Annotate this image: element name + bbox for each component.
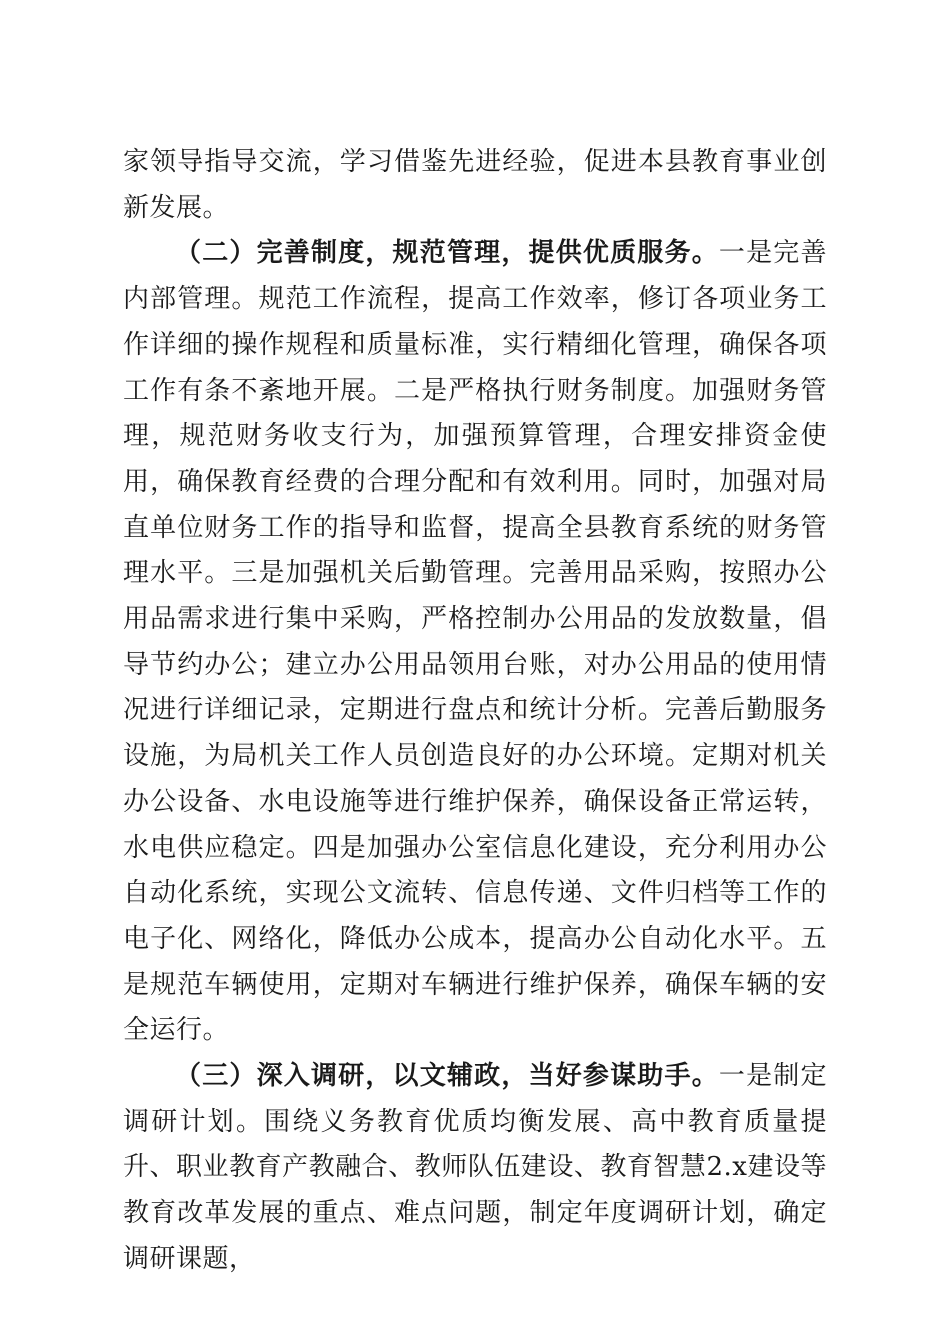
paragraph-text: 一是完善内部管理。规范工作流程，提高工作效率，修订各项业务工作详细的操作规程和质量标准，实行精细化管理，确保各项工作有条不紊地开展。二是严格执行财务制度。加强财务管理，规范财务收支行为，加强预算管理，合理安排资金使用，确保教育经费的合理分配和有效利用。同时，加强对局直单位财务工作的指导和监督，提高全县教育系统的财务管理水平。三是加强机关后勤管理。完善用品采购，按照办公用品需求进行集中采购，严格控制办公用品的发放数量，倡导节约办公；建立办公用品领用台账，对办公用品的使用情况进行详细记录，定期进行盘点和统计分析。完善后勤服务设施，为局机关工作人员创造良好的办公环境。定期对机关办公设备、水电设施等进行维护保养，确保设备正常运转，水电供应稳定。四是加强办公室信息化建设，充分利用办公自动化系统，实现公文流转、信息传递、文件归档等工作的电子化、网络化，降低办公成本，提高办公自动化水平。五是规范车辆使用，定期对车辆进行维护保养，确保车辆的安全运行。: [123, 238, 827, 1046]
document-body: [123, 140, 827, 1283]
paragraph-section-three: [123, 1054, 827, 1283]
section-heading: （二）完善制度，规范管理，提供优质服务。: [175, 238, 719, 269]
paragraph-continued: [123, 140, 827, 231]
paragraph-text: 家领导指导交流，学习借鉴先进经验，促进本县教育事业创新发展。: [123, 147, 827, 223]
paragraph-text: 一是制定调研计划。围绕义务教育优质均衡发展、高中教育质量提升、职业教育产教融合、教师队伍建设、教育智慧2.x建设等教育改革发展的重点、难点问题，制定年度调研计划，确定调研课题，: [123, 1061, 827, 1274]
paragraph-section-two: [123, 231, 827, 1054]
section-heading: （三）深入调研，以文辅政，当好参谋助手。: [175, 1061, 719, 1092]
